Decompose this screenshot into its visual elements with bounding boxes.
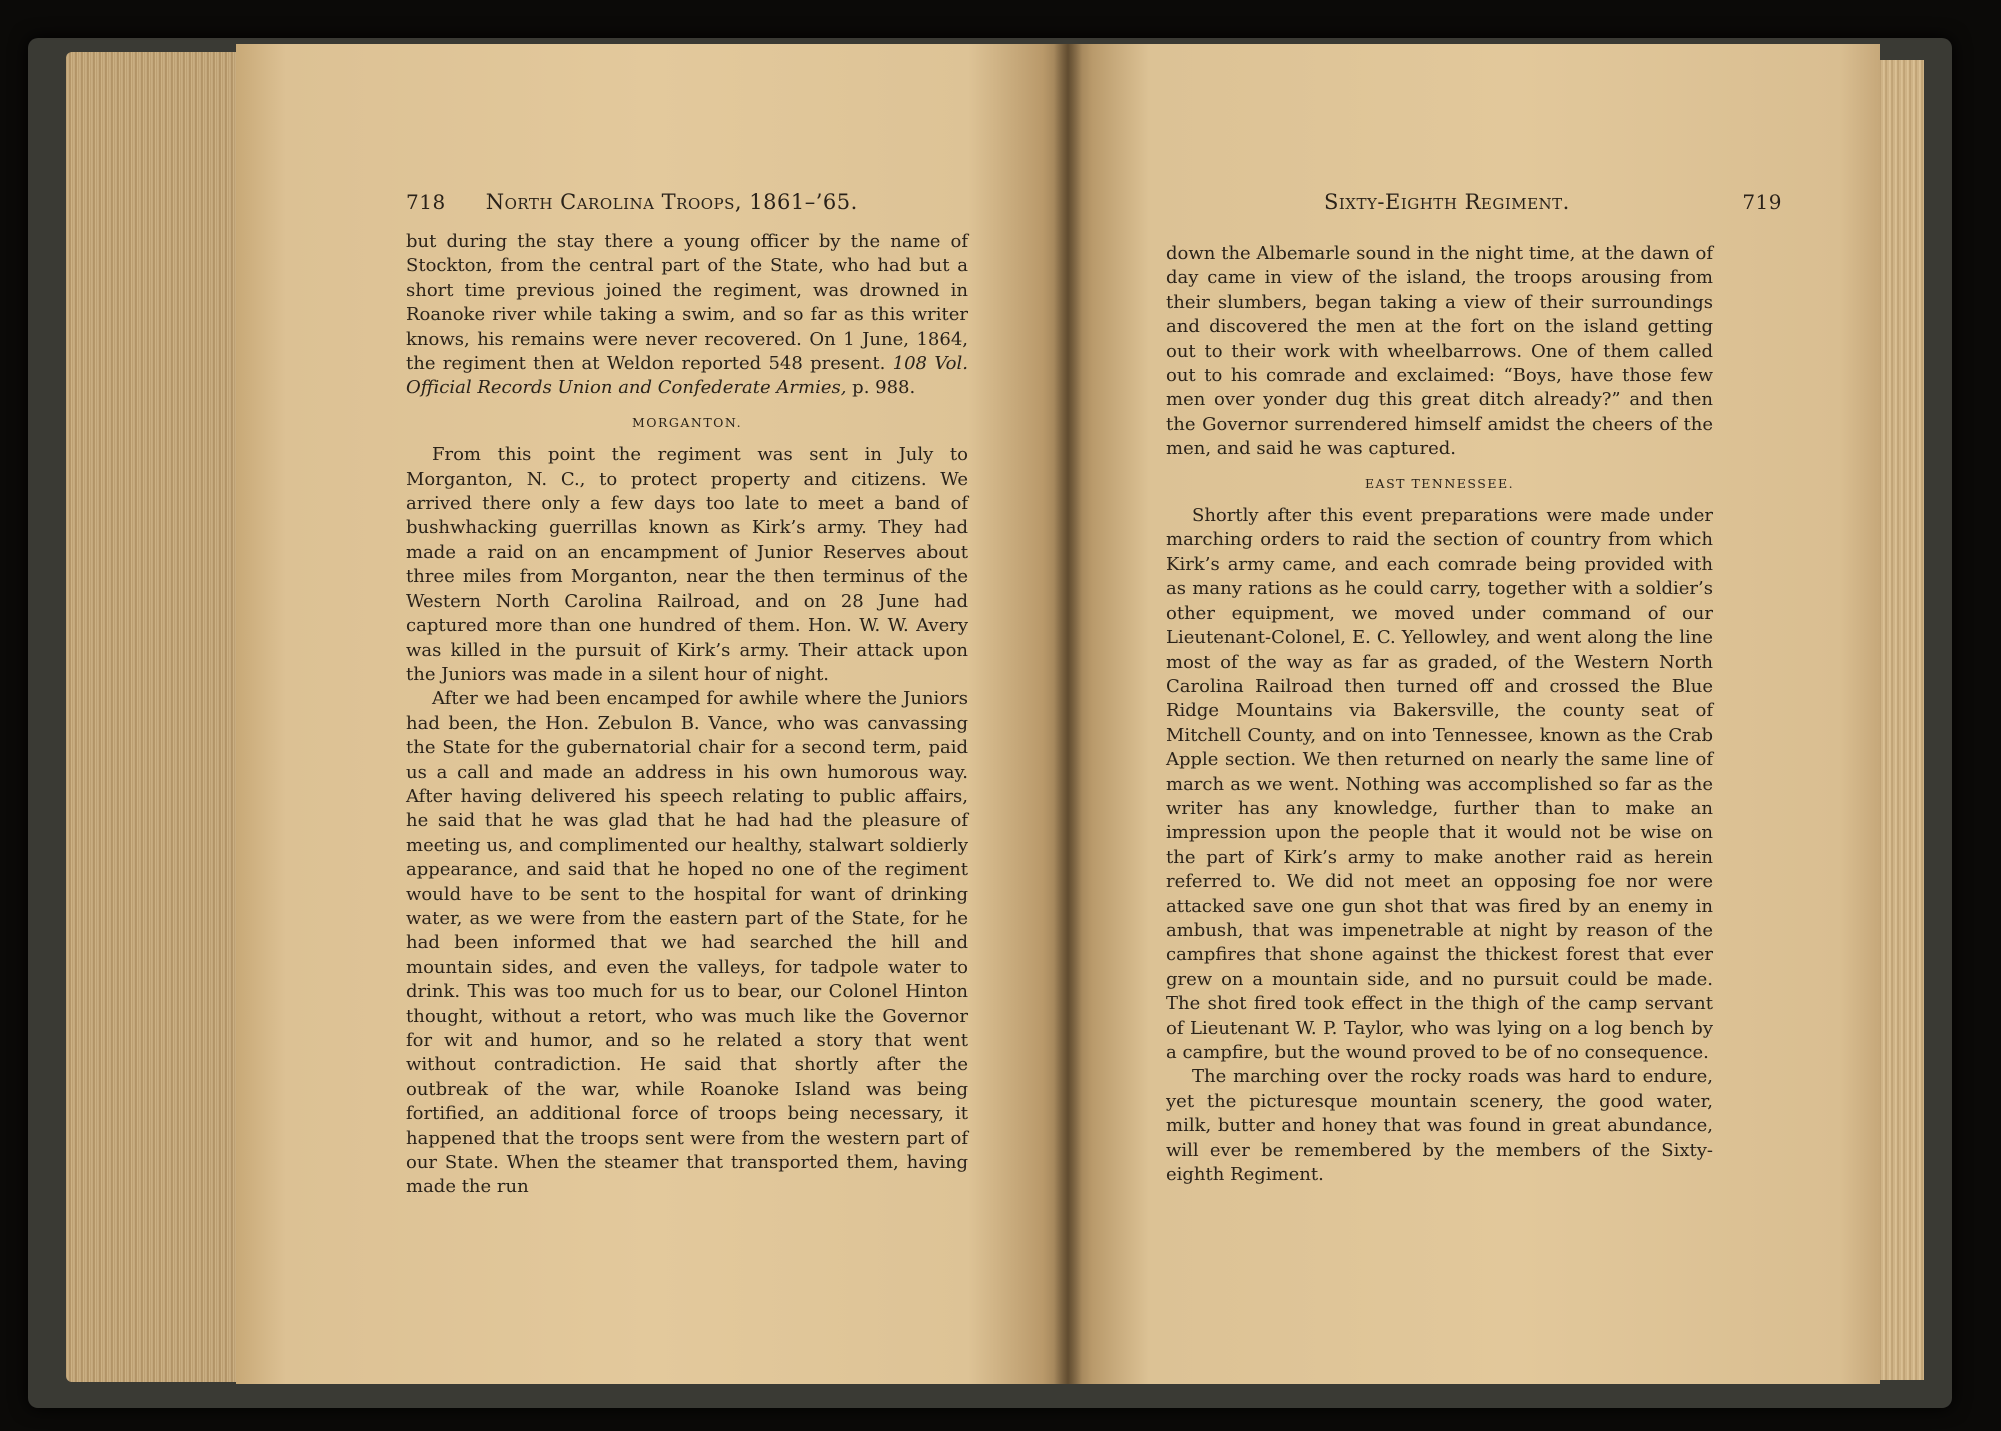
left-paragraph-2: After we had been encamped for awhile where the Juniors had been, the Hon. Zebulon B. Vance, who was canvassing the State for the gubernatorial chair for a second term, paid us a call and made an address in his own humorous way. After having delivered his speech relating to public affairs, he said that he was glad that he had had the pleasure of meeting us, and complimented our healthy, stalwart soldierly appearance, and said that he hoped no one of the regiment would have to be sent to the hospital for want of drinking water, as we were from the eastern part of the State, for he had been informed that we had searched the hill and mountain sides, and even the valleys, for tadpole water to drink. This was too much for us to bear, our Colonel Hinton thought, without a retort, who was much like the Governor for wit and humor, and so he related a story that went without contradiction. He said that shortly after the outbreak of the war, while Roanoke Island was being fortified, an additional force of troops being necessary, it happened that the troops sent were from the western part of our State. When the steamer that transported them, having made the run <box>406 688 968 1198</box>
right-paragraph-2: The marching over the rocky roads was hard to endure, yet the picturesque mountain scenery, the good water, milk, butter and honey that was found in great abundance, will ever be remembered by the members of the Sixty-eighth Regiment. <box>1166 1066 1713 1186</box>
right-running-title: Sixty-Eighth Regiment. <box>1324 190 1570 214</box>
section-heading-east-tennessee: EAST TENNESSEE. <box>1364 475 1515 491</box>
section-heading-morganton: MORGANTON. <box>631 414 743 430</box>
left-page-header <box>406 190 1022 224</box>
right-text-column <box>1166 242 1713 1187</box>
citation: 108 Vol. Official Records Union and Confederate Armies, <box>406 353 968 399</box>
book-gutter <box>1054 44 1082 1384</box>
left-text-column <box>406 230 968 1200</box>
right-page <box>1068 44 1880 1384</box>
right-page-header <box>1324 190 1782 224</box>
citation-page: p. 988. <box>852 377 916 399</box>
right-paragraph-1: Shortly after this event preparations were made under marching orders to raid the section of country from which Kirk’s army came, and each comrade being provided with as many rations as he could carry, together with a soldier’s other equipment, we moved under command of our Lieutenant-Colonel, E. C. Yellowley, and went along the line most of the way as far as graded, of the Western North Carolina Railroad then turned off and crossed the Blue Ridge Mountains via Bakersville, the county seat of Mitchell County, and on into Tennessee, known as the Crab Apple section. We then returned on nearly the same line of march as we went. Nothing was accomplished so far as the writer has any knowledge, further than to make an impression upon the people that it would not be wise on the part of Kirk’s army to make another raid as herein referred to. We did not meet an opposing foe nor were attacked save one gun shot that was fired by an enemy in ambush, that was impenetrable at night by reason of the campfires that shone against the thickest forest that ever grew on a mountain side, and no pursuit could be made. The shot fired took effect in the thigh of the camp servant of Lieutenant W. P. Taylor, who was lying on a log bench by a campfire, but the wound proved to be of no consequence. <box>1166 505 1713 1063</box>
right-page-number: 719 <box>1742 190 1782 214</box>
page-edges-left <box>66 52 246 1382</box>
left-paragraph-1: From this point the regiment was sent in July to Morganton, N. C., to protect property and citizens. We arrived there only a few days too late to meet a band of bushwhacking guerrillas known as Kirk’s army. They had made a raid on an encampment of Junior Reserves about three miles from Morganton, near the then terminus of the Western North Carolina Railroad, and on 28 June had captured more than one hundred of them. Hon. W. W. Avery was killed in the pursuit of Kirk’s army. Their attack upon the Juniors was made in a silent hour of night. <box>406 444 968 685</box>
left-opening-paragraph: but during the stay there a young officer by the name of Stockton, from the central part of the State, who had but a short time previous joined the regiment, was drowned in Roanoke river while taking a swim, and so far as this writer knows, his remains were never recovered. On 1 June, 1864, the regiment then at Weldon reported 548 present. 108 Vol. Official Records Union and Confederate Armies, p. 988. <box>406 231 968 399</box>
right-opening-paragraph: down the Albemarle sound in the night time, at the dawn of day came in view of the island, the troops arousing from their slumbers, began taking a view of their surroundings and discovered the men at the fort on the island getting out to their work with wheelbarrows. One of them called out to his comrade and exclaimed: “Boys, have those few men over yonder dug this great ditch already?” and then the Governor surrendered himself amidst the cheers of the men, and said he was captured. <box>1166 243 1713 460</box>
left-page-number: 718 <box>406 190 446 214</box>
left-running-title: North Carolina Troops, 1861–’65. <box>485 190 858 214</box>
left-page <box>236 44 1068 1384</box>
